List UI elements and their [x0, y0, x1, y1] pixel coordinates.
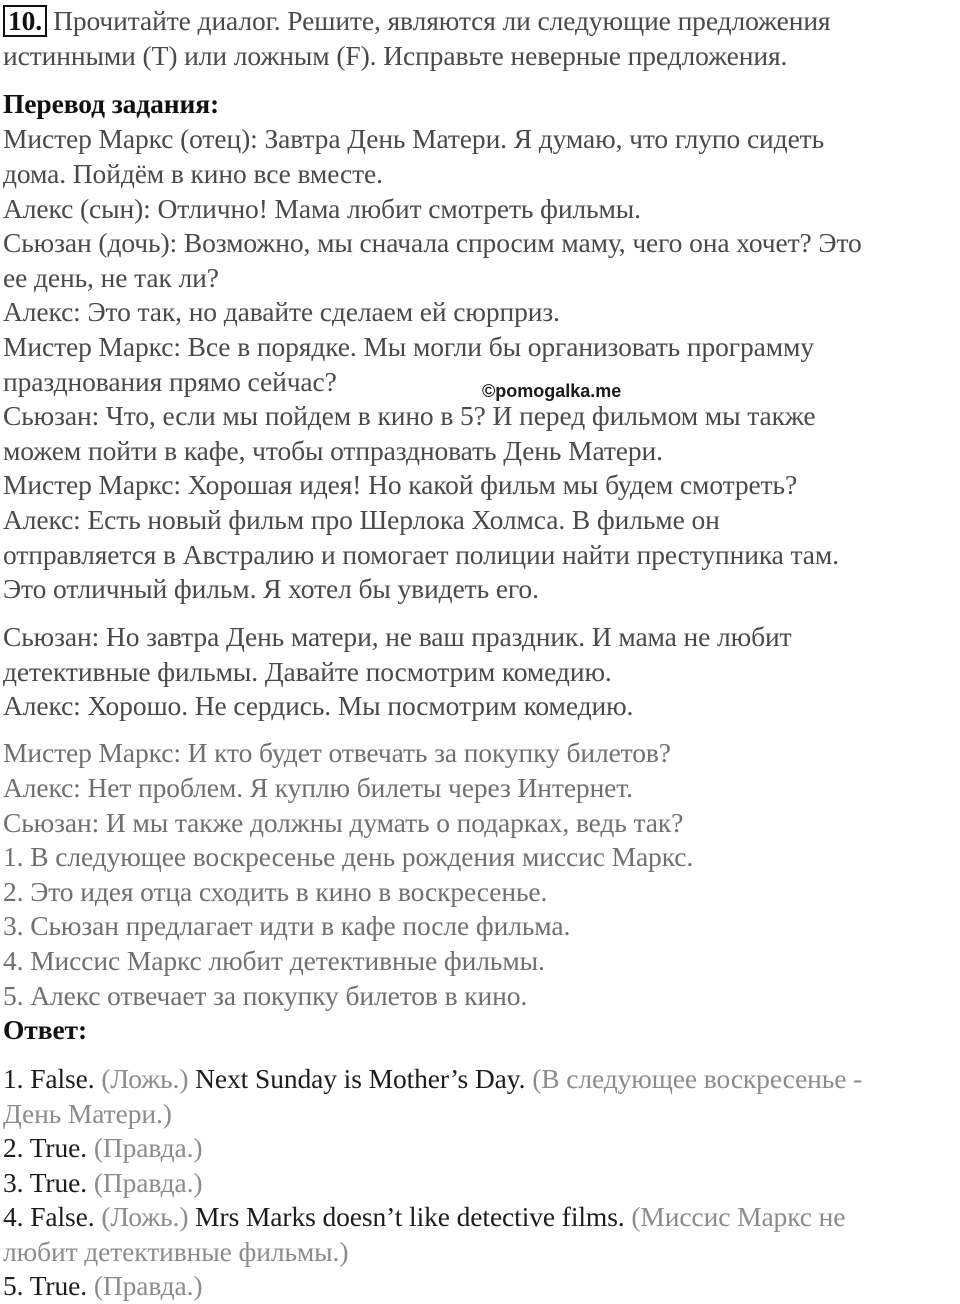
- dialogue-line: Мистер Маркс: Все в порядке. Мы могли бы организовать программу: [3, 331, 814, 362]
- answer-item-1-cont: День Матери.): [3, 1098, 172, 1129]
- dialogue-line: Это отличный фильм. Я хотел бы увидеть его.: [3, 573, 539, 604]
- dialogue-line: детективные фильмы. Давайте посмотрим комедию.: [3, 656, 612, 687]
- task-instruction-line-2: истинными (T) или ложным (F). Исправьте неверные предложения.: [3, 40, 788, 71]
- dialogue-line: Сьюзан: Но завтра День матери, не ваш праздник. И мама не любит: [3, 621, 792, 652]
- answer-heading: Ответ:: [3, 1014, 88, 1045]
- task-number: 10.: [3, 5, 47, 37]
- dialogue-line: празднования прямо сейчас?: [3, 366, 337, 397]
- dialogue-line: можем пойти в кафе, чтобы отпраздновать День Матери.: [3, 435, 663, 466]
- dialogue-line: Сьюзан: Что, если мы пойдем в кино в 5? И перед фильмом мы также: [3, 400, 816, 431]
- task-instruction-line-1: 10. Прочитайте диалог. Решите, являются ли следующие предложения: [3, 4, 830, 38]
- dialogue-line: Мистер Маркс (отец): Завтра День Матери. Я думаю, что глупо сидеть: [3, 123, 825, 154]
- answer-item-4: 4. False. (Ложь.) Mrs Marks doesn’t like detective films. (Миссис Маркс не: [3, 1201, 846, 1232]
- dialogue-line: Сьюзан: И мы также должны думать о подарках, ведь так?: [3, 807, 684, 838]
- dialogue-line: Алекс: Есть новый фильм про Шерлока Холмса. В фильме он: [3, 504, 720, 535]
- statement-item: 4. Миссис Маркс любит детективные фильмы.: [3, 945, 545, 976]
- statement-item: 3. Сьюзан предлагает идти в кафе после фильма.: [3, 910, 571, 941]
- dialogue-line: Алекс: Нет проблем. Я куплю билеты через Интернет.: [3, 772, 633, 803]
- answer-item-2: 2. True. (Правда.): [3, 1132, 203, 1163]
- dialogue-line: Мистер Маркс: Хорошая идея! Но какой фильм мы будем смотреть?: [3, 469, 798, 500]
- answer-item-3: 3. True. (Правда.): [3, 1167, 203, 1198]
- statement-item: 2. Это идея отца сходить в кино в воскресенье.: [3, 876, 548, 907]
- dialogue-line: отправляется в Австралию и помогает полиции найти преступника там.: [3, 539, 839, 570]
- dialogue-line: Алекс: Это так, но давайте сделаем ей сюрприз.: [3, 296, 560, 327]
- statement-item: 1. В следующее воскресенье день рождения миссис Маркс.: [3, 841, 694, 872]
- dialogue-line: Алекс (сын): Отлично! Мама любит смотреть фильмы.: [3, 193, 641, 224]
- answer-item-4-cont: любит детективные фильмы.): [3, 1236, 349, 1267]
- dialogue-line: дома. Пойдём в кино все вместе.: [3, 158, 383, 189]
- dialogue-line: Алекс: Хорошо. Не сердись. Мы посмотрим комедию.: [3, 690, 634, 721]
- watermark: ©pomogalka.me: [482, 381, 622, 401]
- dialogue-line: Сьюзан (дочь): Возможно, мы сначала спросим маму, чего она хочет? Это: [3, 227, 862, 258]
- answer-item-1: 1. False. (Ложь.) Next Sunday is Mother’s Day. (В следующее воскресенье -: [3, 1063, 863, 1094]
- dialogue-line: Мистер Маркс: И кто будет отвечать за покупку билетов?: [3, 737, 671, 768]
- dialogue-line: ее день, не так ли?: [3, 262, 219, 293]
- answer-item-5: 5. True. (Правда.): [3, 1270, 203, 1301]
- translation-heading: Перевод задания:: [3, 88, 220, 119]
- statement-item: 5. Алекс отвечает за покупку билетов в кино.: [3, 980, 528, 1011]
